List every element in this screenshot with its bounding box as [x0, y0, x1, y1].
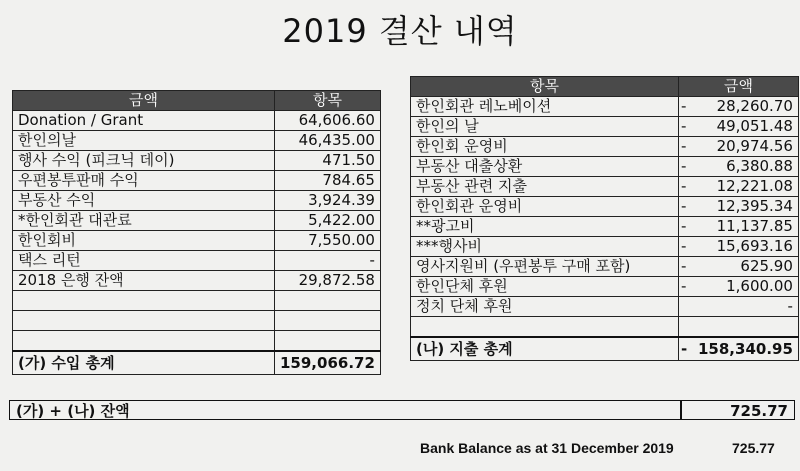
table-row — [411, 97, 799, 117]
expense-header-left: 항목 — [411, 77, 679, 97]
expense-amount: 15,693.16 — [693, 237, 798, 257]
document-title: 2019 결산 내역 — [282, 12, 518, 50]
income-amount: 471.50 — [275, 151, 381, 171]
income-amount: 3,924.39 — [275, 191, 381, 211]
expense-total-row — [411, 337, 799, 361]
income-item — [13, 311, 275, 331]
table-row — [411, 217, 799, 237]
table-row — [411, 157, 799, 177]
table-row — [411, 177, 799, 197]
expense-item: 한인의 날 — [411, 117, 679, 137]
expense-amount: 11,137.85 — [693, 217, 798, 237]
income-amount: 5,422.00 — [275, 211, 381, 231]
table-row — [13, 171, 381, 191]
table-row — [411, 197, 799, 217]
table-row — [13, 231, 381, 251]
income-item: 한인회비 — [13, 231, 275, 251]
expense-sign: - — [679, 97, 694, 117]
expense-sign: - — [679, 257, 694, 277]
expense-item: 한인회 운영비 — [411, 137, 679, 157]
expense-item: **광고비 — [411, 217, 679, 237]
expense-sign: - — [679, 157, 694, 177]
expense-amount — [693, 317, 798, 338]
table-row — [13, 111, 381, 131]
income-amount: 784.65 — [275, 171, 381, 191]
expense-amount: 12,395.34 — [693, 197, 798, 217]
net-balance-label: (가) + (나) 잔액 — [9, 400, 681, 420]
income-item — [13, 291, 275, 311]
expense-amount: 49,051.48 — [693, 117, 798, 137]
income-item — [13, 331, 275, 352]
income-item: 택스 리턴 — [13, 251, 275, 271]
income-header-left: 금액 — [13, 91, 275, 111]
expense-table — [410, 76, 799, 361]
income-table — [12, 90, 381, 375]
expense-item: ***행사비 — [411, 237, 679, 257]
income-item: 부동산 수익 — [13, 191, 275, 211]
expense-item: 부동산 대출상환 — [411, 157, 679, 177]
income-amount: - — [275, 251, 381, 271]
expense-sign: - — [679, 197, 694, 217]
expense-sign: - — [679, 117, 694, 137]
income-total-row — [13, 351, 381, 375]
bank-balance-amount: 725.77 — [732, 440, 775, 456]
income-amount: 7,550.00 — [275, 231, 381, 251]
expense-item: 영사지원비 (우편봉투 구매 포함) — [411, 257, 679, 277]
table-row — [13, 311, 381, 331]
expense-sign: - — [679, 277, 694, 297]
expense-amount: 6,380.88 — [693, 157, 798, 177]
expense-item: 한인회관 레노베이션 — [411, 97, 679, 117]
expense-item: 정치 단체 후원 — [411, 297, 679, 317]
income-item: Donation / Grant — [13, 111, 275, 131]
bank-balance-label: Bank Balance as at 31 December 2019 — [420, 440, 674, 456]
table-row — [13, 151, 381, 171]
table-row — [411, 117, 799, 137]
income-item: 행사 수익 (피크닉 데이) — [13, 151, 275, 171]
table-row — [13, 331, 381, 352]
expense-item: 부동산 관련 지출 — [411, 177, 679, 197]
income-amount — [275, 311, 381, 331]
expense-sign: - — [679, 177, 694, 197]
income-item: 한인의날 — [13, 131, 275, 151]
income-header-right: 항목 — [275, 91, 381, 111]
expense-header-right: 금액 — [679, 77, 799, 97]
expense-amount: 20,974.56 — [693, 137, 798, 157]
income-amount: 64,606.60 — [275, 111, 381, 131]
income-item: *한인회관 대관료 — [13, 211, 275, 231]
table-row — [411, 317, 799, 338]
table-row — [13, 131, 381, 151]
table-row — [13, 191, 381, 211]
expense-item — [411, 317, 679, 338]
table-row — [411, 257, 799, 277]
income-amount — [275, 331, 381, 352]
expense-sign: - — [679, 217, 694, 237]
table-row — [411, 237, 799, 257]
expense-amount: 1,600.00 — [693, 277, 798, 297]
expense-sign — [679, 297, 694, 317]
expense-amount: - — [693, 297, 798, 317]
expense-total-sign: - — [679, 337, 694, 361]
expense-item: 한인회관 운영비 — [411, 197, 679, 217]
expense-total-label: (나) 지출 총계 — [411, 337, 679, 361]
net-balance-amount: 725.77 — [681, 400, 795, 420]
table-row — [411, 297, 799, 317]
expense-item: 한인단체 후원 — [411, 277, 679, 297]
expense-total-amount: 158,340.95 — [693, 337, 798, 361]
income-total-label: (가) 수입 총계 — [13, 351, 275, 375]
expense-amount: 625.90 — [693, 257, 798, 277]
income-amount: 29,872.58 — [275, 271, 381, 291]
income-item: 우편봉투판매 수익 — [13, 171, 275, 191]
table-row — [13, 271, 381, 291]
table-row — [13, 211, 381, 231]
expense-amount: 28,260.70 — [693, 97, 798, 117]
expense-amount: 12,221.08 — [693, 177, 798, 197]
expense-sign — [679, 317, 694, 338]
table-row — [411, 277, 799, 297]
table-row — [411, 137, 799, 157]
income-total-amount: 159,066.72 — [275, 351, 381, 375]
expense-sign: - — [679, 137, 694, 157]
table-row — [13, 251, 381, 271]
table-row — [13, 291, 381, 311]
income-amount: 46,435.00 — [275, 131, 381, 151]
income-amount — [275, 291, 381, 311]
expense-sign: - — [679, 237, 694, 257]
income-item: 2018 은행 잔액 — [13, 271, 275, 291]
